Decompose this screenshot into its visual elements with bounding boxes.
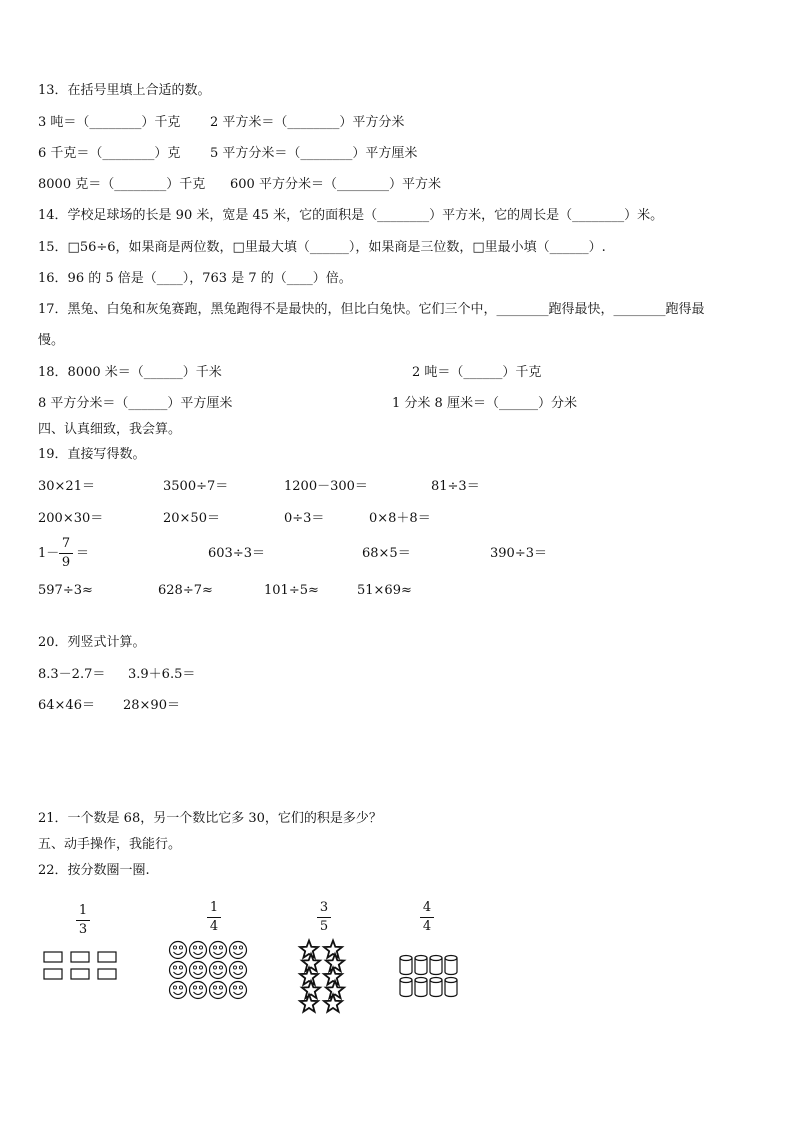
q20-r1-c2: 3.9＋6.5＝ <box>128 667 196 682</box>
q22-fraction-1 <box>76 904 90 937</box>
smiley-icon <box>210 962 227 979</box>
cylinder-icon <box>400 956 412 975</box>
q21-text: 21．一个数是 68，另一个数比它多 30，它们的积是多少？ <box>38 811 382 826</box>
smiley-icon <box>190 942 207 959</box>
fraction-bar <box>76 920 90 921</box>
q13-row3-left: 8000 克＝（________）千克 <box>38 177 206 192</box>
smiley-icon <box>230 942 247 959</box>
q18-a: 18．8000 米＝（______）千米 <box>38 365 222 380</box>
cylinder-icon <box>445 978 457 997</box>
q19-r3-prefix: 1－ <box>38 546 60 561</box>
smiley-icon <box>170 962 187 979</box>
rectangle-shape <box>98 969 116 979</box>
q19-r3-fraction <box>59 537 73 570</box>
fraction-numerator: 7 <box>61 536 71 551</box>
q19-r4-c2: 628÷7≈ <box>158 583 213 598</box>
star-icon <box>324 941 342 958</box>
q19-r1-c1: 30×21＝ <box>38 479 95 494</box>
q20-r1-c1: 8.3－2.7＝ <box>38 667 106 682</box>
q22-title: 22．按分数圈一圈. <box>38 863 150 878</box>
q19-r1-c3: 1200－300＝ <box>284 479 368 494</box>
cylinder-icon <box>400 978 412 997</box>
q19-r3-c3: 68×5＝ <box>362 546 411 561</box>
q19-r3-suffix: ＝ <box>76 546 90 561</box>
q19-r1-c4: 81÷3＝ <box>431 479 480 494</box>
rectangle-shape <box>98 952 116 962</box>
smiley-icon <box>190 962 207 979</box>
smiley-icon <box>230 982 247 999</box>
q13-row2-left: 6 千克＝（________）克 <box>38 146 181 161</box>
q22-fraction-3 <box>317 901 331 934</box>
cylinder-icon <box>445 956 457 975</box>
q19-r2-c3: 0÷3＝ <box>284 511 325 526</box>
rectangle-shape <box>44 969 62 979</box>
fraction-numerator: 3 <box>319 900 329 915</box>
fraction-bar <box>207 917 221 918</box>
q22-fraction-2 <box>207 901 221 934</box>
cylinder-icon <box>415 978 427 997</box>
rectangle-shape <box>71 969 89 979</box>
rectangle-shape <box>44 952 62 962</box>
smiley-icon <box>210 942 227 959</box>
stars-group <box>296 940 348 1016</box>
section-5-heading: 五、动手操作，我能行。 <box>38 837 182 852</box>
cylinder-icon <box>415 956 427 975</box>
q16-text: 16．96 的 5 倍是（____），763 是 7 的（____）倍。 <box>38 271 352 286</box>
rectangles-group <box>42 950 122 982</box>
q18-b: 2 吨＝（______）千克 <box>412 365 542 380</box>
smiley-icon <box>210 982 227 999</box>
smiley-icon <box>170 982 187 999</box>
smiley-icon <box>170 942 187 959</box>
q18-c: 8 平方分米＝（______）平方厘米 <box>38 396 233 411</box>
fraction-bar <box>317 917 331 918</box>
rectangle-shape <box>71 952 89 962</box>
q19-r2-c2: 20×50＝ <box>163 511 220 526</box>
q22-fraction-4 <box>420 901 434 934</box>
q19-r2-c1: 200×30＝ <box>38 511 104 526</box>
q13-title: 13．在括号里填上合适的数。 <box>38 83 211 98</box>
q13-row1-left: 3 吨＝（________）千克 <box>38 115 181 130</box>
q19-r1-c2: 3500÷7＝ <box>163 479 229 494</box>
section-4-heading: 四、认真细致，我会算。 <box>38 422 182 437</box>
q13-row3-right: 600 平方分米＝（________）平方米 <box>230 177 441 192</box>
q20-title: 20．列竖式计算。 <box>38 635 146 650</box>
q15-text: 15．□56÷6，如果商是两位数，□里最大填（______），如果商是三位数，□里最小填（______）. <box>38 240 606 255</box>
q14-text: 14．学校足球场的长是 90 米，宽是 45 米，它的面积是（________）平方米，它的周长是（________）米。 <box>38 208 664 223</box>
fraction-denominator: 5 <box>319 919 329 934</box>
fraction-bar <box>420 917 434 918</box>
q19-r2-c4: 0×8＋8＝ <box>369 511 431 526</box>
fraction-numerator: 1 <box>78 903 88 918</box>
q13-row1-right: 2 平方米＝（________）平方分米 <box>210 115 405 130</box>
q17-line1: 17．黑兔、白兔和灰兔赛跑，黑兔跑得不是最快的，但比白兔快。它们三个中，________跑得最快，________跑得最 <box>38 302 705 317</box>
q19-r3-c4: 390÷3＝ <box>490 546 547 561</box>
q19-r4-c4: 51×69≈ <box>357 583 412 598</box>
smileys-group <box>168 940 252 1000</box>
q19-r4-c1: 597÷3≈ <box>38 583 93 598</box>
star-icon <box>300 941 318 958</box>
smiley-icon <box>190 982 207 999</box>
q19-r3-c2: 603÷3＝ <box>208 546 265 561</box>
fraction-denominator: 4 <box>209 919 219 934</box>
fraction-denominator: 3 <box>78 922 88 937</box>
cylinder-icon <box>430 956 442 975</box>
q19-title: 19．直接写得数。 <box>38 447 146 462</box>
fraction-numerator: 4 <box>422 900 432 915</box>
q19-r4-c3: 101÷5≈ <box>264 583 319 598</box>
q13-row2-right: 5 平方分米＝（________）平方厘米 <box>210 146 418 161</box>
cylinder-icon <box>430 978 442 997</box>
q17-line2: 慢。 <box>38 333 65 348</box>
fraction-bar <box>59 553 73 554</box>
cylinders-group <box>398 955 462 1003</box>
fraction-denominator: 4 <box>422 919 432 934</box>
fraction-denominator: 9 <box>61 555 71 570</box>
q20-r2-c2: 28×90＝ <box>123 698 180 713</box>
smiley-icon <box>230 962 247 979</box>
q20-r2-c1: 64×46＝ <box>38 698 95 713</box>
q18-d: 1 分米 8 厘米＝（______）分米 <box>392 396 577 411</box>
fraction-numerator: 1 <box>209 900 219 915</box>
